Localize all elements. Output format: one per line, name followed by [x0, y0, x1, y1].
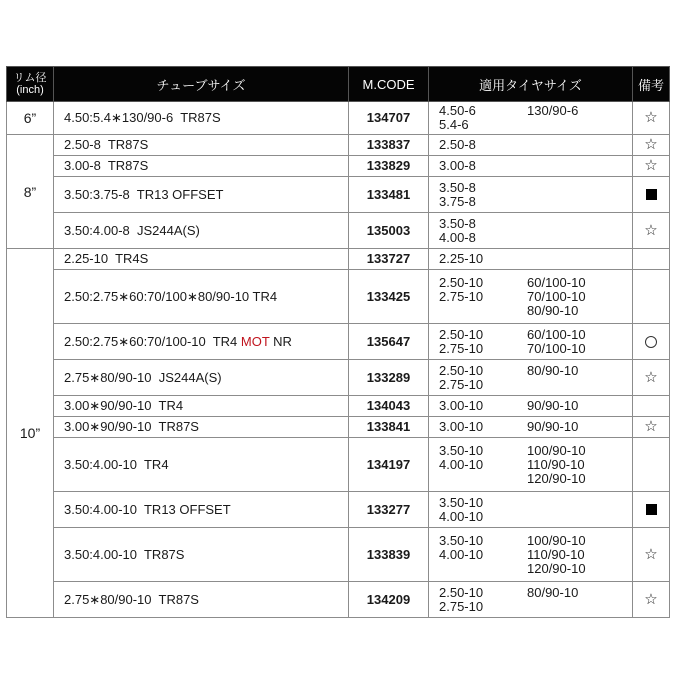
- tube-size-cell: [54, 528, 349, 582]
- star-icon: ☆: [644, 368, 658, 386]
- tire-size-alt: 60/100-10: [527, 326, 586, 342]
- tire-size: 2.75-10: [439, 340, 484, 356]
- tube-size-cell: [54, 417, 349, 438]
- m-code-cell: 135647: [349, 324, 429, 360]
- tire-size-cell: [429, 396, 633, 417]
- m-code-cell: 133837: [349, 135, 429, 156]
- tire-size-alt: 70/100-10: [527, 288, 586, 304]
- m-code-cell: 133829: [349, 156, 429, 177]
- tire-size-alt: 110/90-10: [527, 546, 585, 562]
- rim-size-cell: 8”: [7, 135, 54, 249]
- tire-size-alt: 80/90-10: [527, 302, 579, 318]
- tire-size: 2.50-10: [439, 362, 484, 378]
- header-tube: チューブサイズ: [54, 67, 349, 102]
- tire-size-cell: [429, 102, 633, 135]
- tube-size-text: 2.75∗80/90-10 JS244A(S): [64, 369, 222, 385]
- m-code-cell: 133841: [349, 417, 429, 438]
- star-icon: ☆: [644, 221, 658, 239]
- tire-size-cell: [429, 438, 633, 492]
- tire-size: 4.00-10: [439, 456, 484, 472]
- header-tire: 適用タイヤサイズ: [429, 67, 633, 102]
- table-row: [7, 528, 670, 582]
- tube-size-cell: [54, 582, 349, 618]
- tube-size-text: 2.75∗80/90-10 TR87S: [64, 591, 199, 607]
- tire-size-alt: 70/100-10: [527, 340, 586, 356]
- tube-size-text: 3.50:4.00-10 TR87S: [64, 546, 185, 562]
- tube-size-cell: [54, 360, 349, 396]
- table-row: [7, 396, 670, 417]
- note-cell: [633, 582, 670, 618]
- table-row: [7, 213, 670, 249]
- mot-label: MOT: [240, 333, 270, 349]
- tire-size: 2.50-10: [439, 584, 484, 600]
- note-cell: [633, 396, 670, 417]
- tire-size-cell: [429, 270, 633, 324]
- table-row: [7, 360, 670, 396]
- tire-size-alt: 90/90-10: [527, 398, 579, 413]
- tube-size-text: 3.50:4.00-8 JS244A(S): [64, 222, 200, 238]
- tire-size: 4.00-8: [439, 229, 476, 245]
- m-code-cell: 134707: [349, 102, 429, 135]
- tire-size-cell: [429, 249, 633, 270]
- table-row: [7, 324, 670, 360]
- note-cell: [633, 270, 670, 324]
- tire-size-alt: 130/90-6: [527, 103, 579, 118]
- m-code-cell: 133289: [349, 360, 429, 396]
- circle-icon: [645, 336, 657, 348]
- m-code-cell: 133727: [349, 249, 429, 270]
- tube-size-cell: [54, 249, 349, 270]
- table-body: [7, 102, 670, 618]
- note-cell: [633, 213, 670, 249]
- tube-size-suffix: NR: [269, 333, 292, 349]
- tire-size-cell: [429, 156, 633, 177]
- tire-size: 3.00-8: [439, 158, 476, 173]
- tube-size-cell: [54, 156, 349, 177]
- note-cell: [633, 324, 670, 360]
- note-cell: [633, 156, 670, 177]
- tire-size-alt: 90/90-10: [527, 419, 579, 434]
- note-cell: [633, 102, 670, 135]
- tire-size: 3.75-8: [439, 193, 476, 209]
- m-code-cell: 133481: [349, 177, 429, 213]
- tube-size-text: 3.00-8 TR87S: [64, 158, 149, 173]
- rim-size-cell: 6”: [7, 102, 54, 135]
- tire-size: 2.50-8: [439, 137, 476, 152]
- tire-size-cell: [429, 417, 633, 438]
- tire-size: 3.50-10: [439, 494, 484, 510]
- header-rim-line2: (inch): [16, 84, 44, 96]
- star-icon: ☆: [644, 590, 658, 608]
- filled-square-icon: [646, 504, 657, 515]
- tire-size-alt: 120/90-10: [527, 560, 586, 576]
- tire-size-alt: 100/90-10: [527, 442, 586, 458]
- tube-size-text: 3.00∗90/90-10 TR87S: [64, 419, 199, 434]
- table-row: [7, 249, 670, 270]
- tire-size-cell: [429, 213, 633, 249]
- table-row: [7, 177, 670, 213]
- tube-size-cell: [54, 324, 349, 360]
- tire-size-cell: [429, 582, 633, 618]
- tire-size: 2.50-10: [439, 274, 484, 290]
- tube-size-text: 3.50:4.00-10 TR13 OFFSET: [64, 501, 231, 517]
- star-icon: ☆: [644, 136, 658, 153]
- m-code-cell: 134043: [349, 396, 429, 417]
- filled-square-icon: [646, 189, 657, 200]
- tire-size: 3.00-10: [439, 398, 484, 413]
- m-code-cell: 134197: [349, 438, 429, 492]
- tire-size: 3.50-8: [439, 215, 476, 231]
- tire-size-cell: [429, 492, 633, 528]
- table-row: [7, 270, 670, 324]
- tube-size-text: 3.00∗90/90-10 TR4: [64, 398, 184, 413]
- note-cell: [633, 528, 670, 582]
- tire-size: 2.25-10: [439, 251, 484, 266]
- tube-size-text: 3.50:4.00-10 TR4: [64, 456, 169, 472]
- table-row: [7, 417, 670, 438]
- tire-size-alt: 60/100-10: [527, 274, 586, 290]
- tire-size-alt: 120/90-10: [527, 470, 586, 486]
- tire-size: 4.50-6: [439, 103, 476, 118]
- note-cell: [633, 135, 670, 156]
- tube-size-text: 2.50-8 TR87S: [64, 137, 149, 152]
- m-code-cell: 134209: [349, 582, 429, 618]
- table-row: [7, 492, 670, 528]
- note-cell: [633, 492, 670, 528]
- tube-size-table: [6, 66, 670, 618]
- tire-size: 4.00-10: [439, 546, 484, 562]
- m-code-cell: 135003: [349, 213, 429, 249]
- tire-size-cell: [429, 528, 633, 582]
- tire-size-cell: [429, 324, 633, 360]
- tire-size: 3.00-10: [439, 419, 484, 434]
- table-row: [7, 438, 670, 492]
- tire-size-alt: 100/90-10: [527, 532, 586, 548]
- tube-size-cell: [54, 213, 349, 249]
- note-cell: [633, 360, 670, 396]
- note-cell: [633, 249, 670, 270]
- tire-size: 5.4-6: [439, 117, 469, 132]
- table-row: [7, 102, 670, 135]
- tire-size: 3.50-10: [439, 532, 484, 548]
- tire-size: 2.75-10: [439, 288, 484, 304]
- tube-size-text: 3.50:3.75-8 TR13 OFFSET: [64, 186, 224, 202]
- tube-size-cell: [54, 492, 349, 528]
- rim-size-cell: 10”: [7, 249, 54, 618]
- table-row: [7, 582, 670, 618]
- star-icon: ☆: [644, 157, 658, 174]
- table-row: [7, 156, 670, 177]
- tire-size: 3.50-8: [439, 179, 476, 195]
- header-code: M.CODE: [349, 67, 429, 102]
- tire-size-alt: 110/90-10: [527, 456, 585, 472]
- tire-size-cell: [429, 177, 633, 213]
- tube-size-cell: [54, 438, 349, 492]
- table-row: [7, 135, 670, 156]
- tire-size-cell: [429, 135, 633, 156]
- tube-size-cell: [54, 270, 349, 324]
- note-cell: [633, 177, 670, 213]
- note-cell: [633, 438, 670, 492]
- tire-size: 2.75-10: [439, 376, 484, 392]
- tire-size: 2.50-10: [439, 326, 484, 342]
- star-icon: ☆: [644, 109, 658, 126]
- tube-size-cell: [54, 396, 349, 417]
- m-code-cell: 133277: [349, 492, 429, 528]
- star-icon: ☆: [644, 545, 658, 563]
- m-code-cell: 133839: [349, 528, 429, 582]
- tube-size-cell: [54, 102, 349, 135]
- m-code-cell: 133425: [349, 270, 429, 324]
- note-cell: [633, 417, 670, 438]
- tire-size: 3.50-10: [439, 442, 484, 458]
- tube-size-text: 4.50:5.4∗130/90-6 TR87S: [64, 110, 221, 125]
- tire-size-alt: 80/90-10: [527, 362, 579, 378]
- tire-size: 2.75-10: [439, 598, 484, 614]
- header-rim: [7, 67, 54, 102]
- tube-size-text: 2.50:2.75∗60:70/100-10 TR4: [64, 333, 241, 349]
- tube-size-cell: [54, 177, 349, 213]
- star-icon: ☆: [644, 418, 658, 435]
- header-rim-line1: リム径: [13, 72, 47, 84]
- header-row: [7, 67, 670, 102]
- tire-size-alt: 80/90-10: [527, 584, 579, 600]
- header-note: 備考: [633, 67, 670, 102]
- tube-size-table-wrapper: [6, 66, 669, 618]
- tube-size-text: 2.50:2.75∗60:70/100∗80/90-10 TR4: [64, 288, 278, 304]
- tire-size-cell: [429, 360, 633, 396]
- tire-size: 4.00-10: [439, 508, 484, 524]
- tube-size-cell: [54, 135, 349, 156]
- tube-size-text: 2.25-10 TR4S: [64, 251, 149, 266]
